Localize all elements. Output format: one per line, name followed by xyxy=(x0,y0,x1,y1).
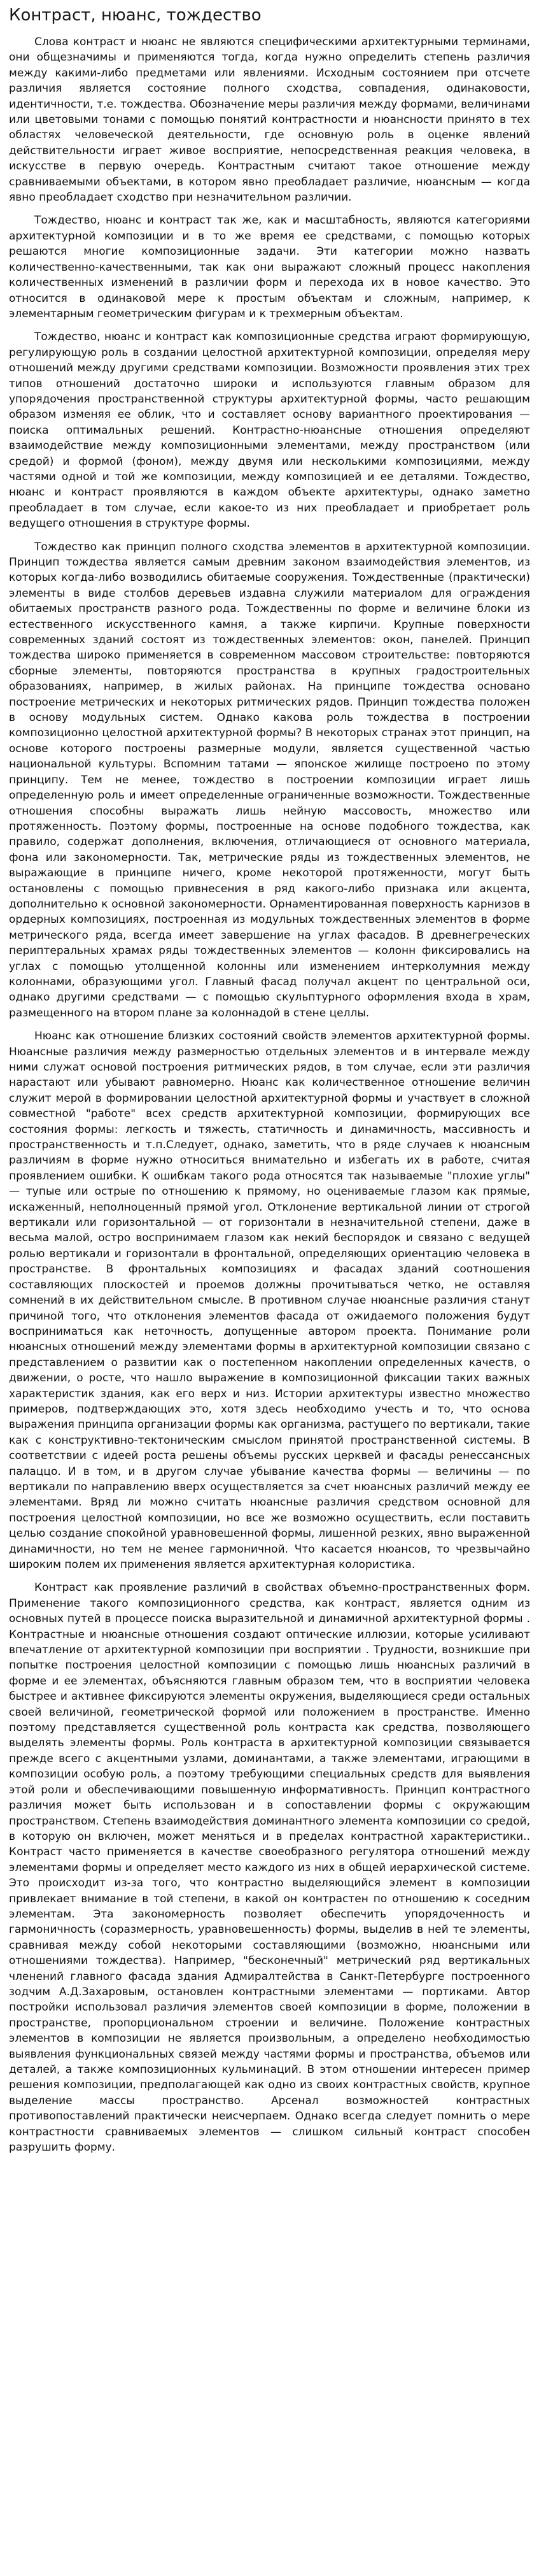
document-title: Контраст, нюанс, тождество xyxy=(9,6,262,25)
paragraph-contrast: Контраст как проявление различий в свойствах объемно-пространственных форм. Применение такого композиционного средства, как контраст, является одним из основных путей в процессе поиска выразительной и динамичной архитектурной формы . Контрастные и нюансные отношения создают оптические иллюзии, которые усиливают впечатление от архитектурной композиции при восприятии . Трудности, возникшие при попытке построения целостной композиции с помощью лишь нюансных различий в форме и ее элементах, объясняются главным образом тем, что в восприятии человека быстрее и активнее фиксируются элементы окружения, выделяющиеся среди остальных своей величиной, геометрической формой или положением в пространстве. Именно поэтому представляется существенной роль контраста как средства, позволяющего выделять элементы формы. Роль контраста в архитектурной композиции связывается прежде всего с акцентными узлами, доминантами, а также элементами, играющими в композиции особую роль, а поэтому требующими специальных средств для выявления этой роли и обеспечивающими повышенную информативность. Принцип контрастного различия может быть использован и в сопоставлении формы с окружающим пространством. Степень взаимодействия доминантного элемента композиции со средой, в которую он включен, может меняться и в пределах контрастной характеристики.. Контраст часто применяется в качестве своеобразного регулятора отношений между элементами формы и определяет место каждого из них в общей иерархической системе. Это происходит из-за того, что контрастно выделяющийся элемент в композиции привлекает внимание в той степени, в какой он контрастен по отношению к соседним элементам. Эта закономерность позволяет обеспечить упорядоченность и гармоничность (соразмерность, уравновешенность) формы, выделив в ней те элементы, сравнивая между собой некоторыми составляющими (возможно, нюансными или отношениями тождества). Например, "бесконечный" метрический ряд вертикальных членений главного фасада здания Адмиралтейства в Санкт-Петербурге построенного зодчим А.Д.Захаровым, остановлен контрастными элементами — портиками. Автор постройки использовал различия элементов своей композиции в форме, положении в пространстве, пропорциональном строении и величине. Положение контрастных элементов в композиции не является произвольным, а определено необходимостью выявления функциональных связей между частями формы и пространства, объемов или деталей, а также композиционных кульминаций. В этом отношении интересен пример решения композиции, предполагающей как одно из своих контрастных свойств, крупное выделение массы пространство. Арсенал возможностей контрастных противопоставлений практически неисчерпаем. Однако всегда следует помнить о мере контрастности сравниваемых элементов — слишком сильный контраст способен разрушить форму. xyxy=(9,1581,530,2154)
paragraph-composition-role: Тождество, нюанс и контраст как композиционные средства играют формирующую, регулирующую роль в создании целостной архитектурной композиции, определяя меру отношений между другими средствами композиции. Возможности проявления этих трех типов отношений достаточно широки и используются главным образом для упорядочения пространственной структуры архитектурной формы, часто решающим образом изменяя ее облик, что и составляет основу вариантного проектирования — поиска оптимальных решений. Контрастно-нюансные отношения определяют взаимодействие между композиционными элементами, между пространством (или средой) и формой (фоном), между двумя или несколькими композициями, между частями одной и той же композиции, между композицией и ее деталями. Тождество, нюанс и контраст проявляются в каждом объекте архитектуры, однако заметно преобладает в том случае, если какое-то из них преобладает и приобретает роль ведущего отношения в структуре формы. xyxy=(9,331,530,530)
article-body xyxy=(9,34,530,2155)
paragraph-identity: Тождество как принцип полного сходства элементов в архитектурной композиции. Принцип тождества является самым древним законом взаимодействия элементов, из которых когда-либо возводились обитаемые сооружения. Тождественные (практически) элементы в виде столбов деревьев издавна служили материалом для ограждения обитаемых пространств разного рода. Тождественны по форме и величине блоки из естественного искусственного камня, а также кирпичи. Крупные поверхности современных зданий состоят из тождественных элементов: окон, панелей. Принцип тождества широко применяется в современном массовом строительстве: повторяются сборные элементы, повторяются пространства в крупных градостроительных образованиях, например, в жилых районах. На принципе тождества основано построение метрических и некоторых ритмических рядов. Принцип тождества положен в основу модульных систем. Однако какова роль тождества в построении композиционно целостной архитектурной формы? В некоторых странах этот принцип, на основе которого построены размерные модули, является существенной частью национальной культуры. Вспомним татами — японское жилище построено по этому принципу. Тем не менее, тождество в построении композиции играет лишь определенную роль и имеет определенные ограниченные возможности. Тождественные отношения способны выражать лишь нейную массовость, множество или протяженность. Поэтому формы, построенные на основе подобного тождества, как правило, содержат дополнения, включения, отличающиеся от основного материала, фона или закономерности. Так, метрические ряды из тождественных элементов, не выражающие в принципе ничего, кроме некоторой протяженности, могут быть остановлены с помощью привнесения в ряд какого-либо признака или акцента, дополнительно к основной закономерности. Орнаментированная поверхность карнизов в ордерных композициях, построенная из модульных тождественных элементов в форме метрического ряда, всегда имеет завершение на углах фасадов. В древнегреческих периптеральных храмах ряды тождественных элементов — колонн фиксировались на углах с помощью утолщенной колонны или изменением интерколумния между колоннами, образующими угол. Главный фасад получал акцент по центральной оси, однако другими средствами — с помощью скульптурного оформления входа в храм, размещенного на втором плане за колоннадой в стене целлы. xyxy=(9,540,530,1020)
paragraph-intro: Слова контраст и нюанс не являются специфическими архитектурными терминами, они общезначимы и применяются тогда, когда нужно определить степень различия между какими-либо предметами или явлениями. Исходным состоянием при отсчете различия является состояние полного сходства, совпадения, одинаковости, идентичности, т.е. тождества. Обозначение меры различия между формами, величинами или цветовыми тонами с помощью понятий контрастности и нюансности принято в тех областях человеческой деятельности, где основную роль в оценке явлений действительности играет живое восприятие, непосредственная реакция человека, в искусстве в первую очередь. Контрастным считают такое отношение между сравниваемыми объектами, в котором явно преобладает различие, нюансным — когда явно преобладает сходство при незначительном различии. xyxy=(9,36,530,204)
paragraph-nuance: Нюанс как отношение близких состояний свойств элементов архитектурной формы. Нюансные различия между размерностью отдельных элементов и в интервале между ними служат основой построения ритмических рядов, в том случае, если эти различия нарастают или убывают равномерно. Нюанс как количественное отношение величин служит мерой в формировании целостной архитектурной формы и участвует в сложной совместной "работе" всех средств архитектурной композиции, формирующих все состояния формы: легкость и тяжесть, статичность и динамичность, массивность и пространственность и т.п.Следует, однако, заметить, что в ряде случаев к нюансным различиям в форме нужно относиться внимательно и избегать их в работе, считая проявлением ошибки. К ошибкам такого рода относятся так называемые "плохие углы" — тупые или острые по отношению к прямому, но оцениваемые глазом как прямые, искаженный, неполноценный прямой угол. Отклонение вертикальной линии от строгой вертикали или горизонтальной — от горизонтали в незначительной степени, даже в весьма малой, остро воспринимаем глазом как некий беспорядок и связано с ведущей ролью вертикали и горизонтали в фронтальной, определяющих ориентацию человека в пространстве. В фронтальных композициях и фасадах зданий соотношения составляющих плоскостей и проемов должны прочитываться четко, не оставляя сомнений в их действительном смысле. В противном случае нюансные различия станут причиной того, что отклонения элементов фасада от ожидаемого положения будут восприниматься как неточность, допущенные автором проекта. Понимание роли нюансных отношений между элементами формы в архитектурной композиции связано с представлением о развитии как о постепенном накоплении определенных качеств, о движении, о росте, что нашло выражение в композиционной фиксации таких важных характеристик здания, как его верх и низ. Истории архитектуры известно множество примеров, подтверждающих это, хотя здесь необходимо учесть и то, что основа выражения принципа организации формы как организма, растущего по вертикали, такие как с конструктивно-тектоническим смыслом принятой пространственной системы. В соответствии с идеей роста решены объемы русских церквей и фасады ренессансных палаццо. И в том, и в другом случае убывание качества формы — величины — по вертикали по направлению вверх осуществляется за счет нюансных различий между ее элементами. Вряд ли можно считать нюансные различия средством основной для построения целостной композиции, но все же возможно осуществить, если поставить целью создание спокойной уравновешенной формы, лишенной резких, явно выраженной динамичности, но тем не менее гармоничной. Что касается нюансов, то чрезвычайно широким полем их применения является архитектурная колористика. xyxy=(9,1030,530,1571)
paragraph-categories: Тождество, нюанс и контраст так же, как и масштабность, являются категориями архитектурной композиции и в то же время ее средствами, с помощью которых решаются многие композиционные задачи. Эти категории можно назвать количественно-качественными, так как они выражают сложный процесс накопления количественных изменений в различии форм и перехода их в новое качество. Это относится в одинаковой мере к простым объектам и сложным, например, к элементарным геометрическим фигурам и к трехмерным объектам. xyxy=(9,214,530,320)
